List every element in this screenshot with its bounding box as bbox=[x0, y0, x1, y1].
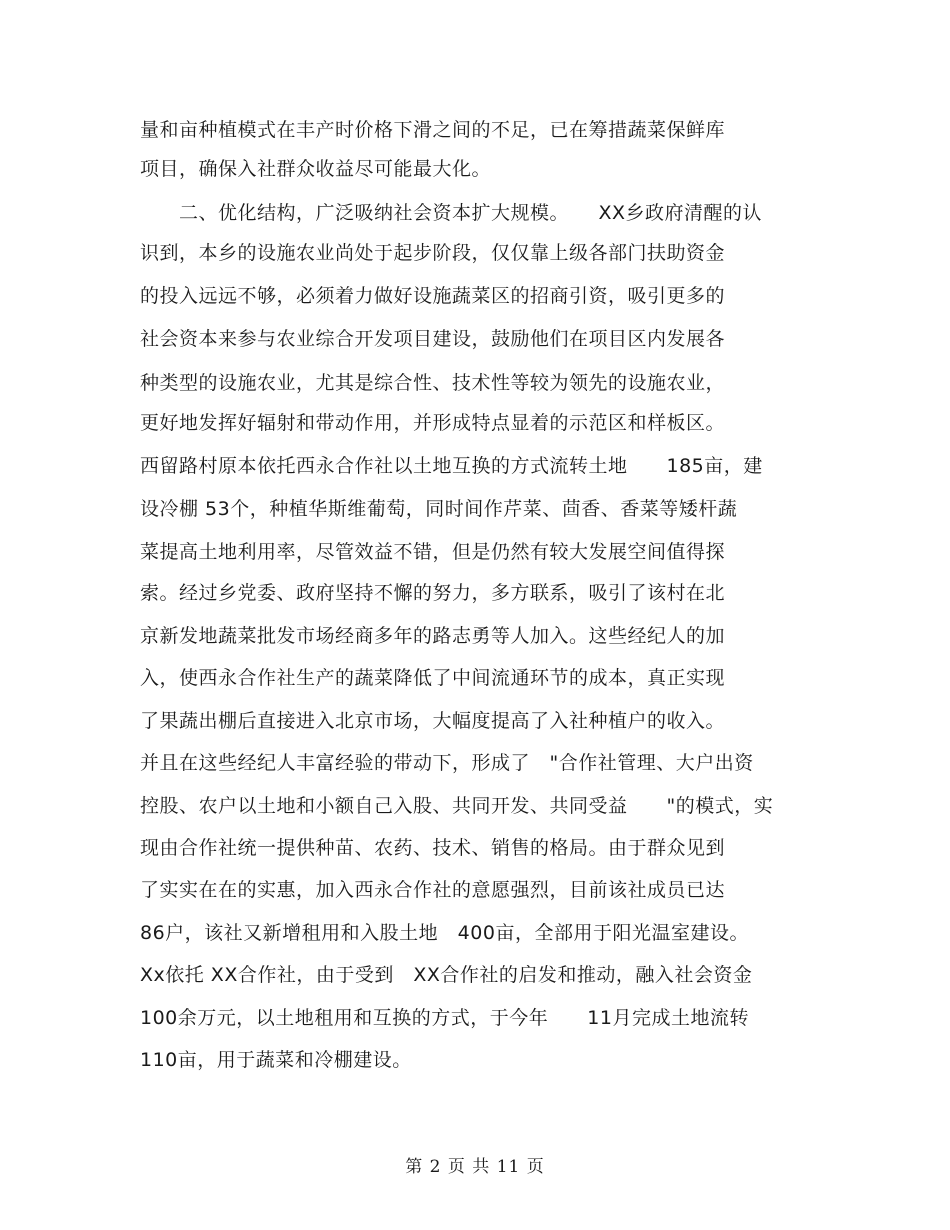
body-text-line: 的投入远远不够，必须着力做好设施蔬菜区的招商引资，吸引更多的 bbox=[140, 285, 726, 307]
section-heading-line: 二、优化结构，广泛吸纳社会资本扩大规模。 XX乡政府清醒的认 bbox=[140, 202, 763, 224]
body-text-line: 更好地发挥好辐射和带动作用，并形成特点显着的示范区和样板区。 bbox=[140, 412, 726, 434]
body-text-line: 菜提高土地利用率，尽管效益不错，但是仍然有较大发展空间值得探 bbox=[140, 541, 726, 563]
body-text-line: 项目，确保入社群众收益尽可能最大化。 bbox=[140, 158, 492, 180]
body-text-line: 种类型的设施农业，尤其是综合性、技术性等较为领先的设施农业， bbox=[140, 372, 726, 394]
body-text-line: 入，使西永合作社生产的蔬菜降低了中间流通环节的成本，真正实现 bbox=[140, 667, 726, 689]
body-text-line: 京新发地蔬菜批发市场经商多年的路志勇等人加入。这些经纪人的加 bbox=[140, 625, 726, 647]
body-text-line: 并且在这些经纪人丰富经验的带动下，形成了 "合作社管理、大户出资 bbox=[140, 752, 754, 774]
body-text-line: 设冷棚 53个，种植华斯维葡萄，同时间作芹菜、茴香、香菜等矮杆蔬 bbox=[140, 498, 738, 520]
body-text-line: 了实实在在的实惠，加入西永合作社的意愿强烈，目前该社成员已达 bbox=[140, 879, 726, 901]
body-text-line: 社会资本来参与农业综合开发项目建设，鼓励他们在项目区内发展各 bbox=[140, 328, 726, 350]
body-text-line: 110亩，用于蔬菜和冷棚建设。 bbox=[140, 1049, 412, 1071]
body-text-line: 86户，该社又新增租用和入股土地 400亩，全部用于阳光温室建设。 bbox=[140, 922, 749, 944]
page-number-footer: 第 2 页 共 11 页 bbox=[405, 1157, 545, 1177]
body-text-line: 识到，本乡的设施农业尚处于起步阶段，仅仅靠上级各部门扶助资金 bbox=[140, 242, 726, 264]
body-text-line: 索。经过乡党委、政府坚持不懈的努力，多方联系，吸引了该村在北 bbox=[140, 582, 726, 604]
body-text-line: 控股、农户以土地和小额自己入股、共同开发、共同受益 "的模式，实 bbox=[140, 795, 774, 817]
body-text-line: 100余万元，以土地租用和互换的方式，于今年 11月完成土地流转 bbox=[140, 1007, 749, 1029]
body-text-line: 西留路村原本依托西永合作社以土地互换的方式流转土地 185亩，建 bbox=[140, 455, 763, 477]
body-text-line: 量和亩种植模式在丰产时价格下滑之间的不足，已在筹措蔬菜保鲜库 bbox=[140, 119, 726, 141]
body-text-line: 了果蔬出棚后直接进入北京市场，大幅度提高了入社种植户的收入。 bbox=[140, 710, 726, 732]
body-text-line: Xx依托 XX合作社，由于受到 XX合作社的启发和推动，融入社会资金 bbox=[140, 964, 753, 986]
body-text-line: 现由合作社统一提供种苗、农药、技术、销售的格局。由于群众见到 bbox=[140, 837, 726, 859]
